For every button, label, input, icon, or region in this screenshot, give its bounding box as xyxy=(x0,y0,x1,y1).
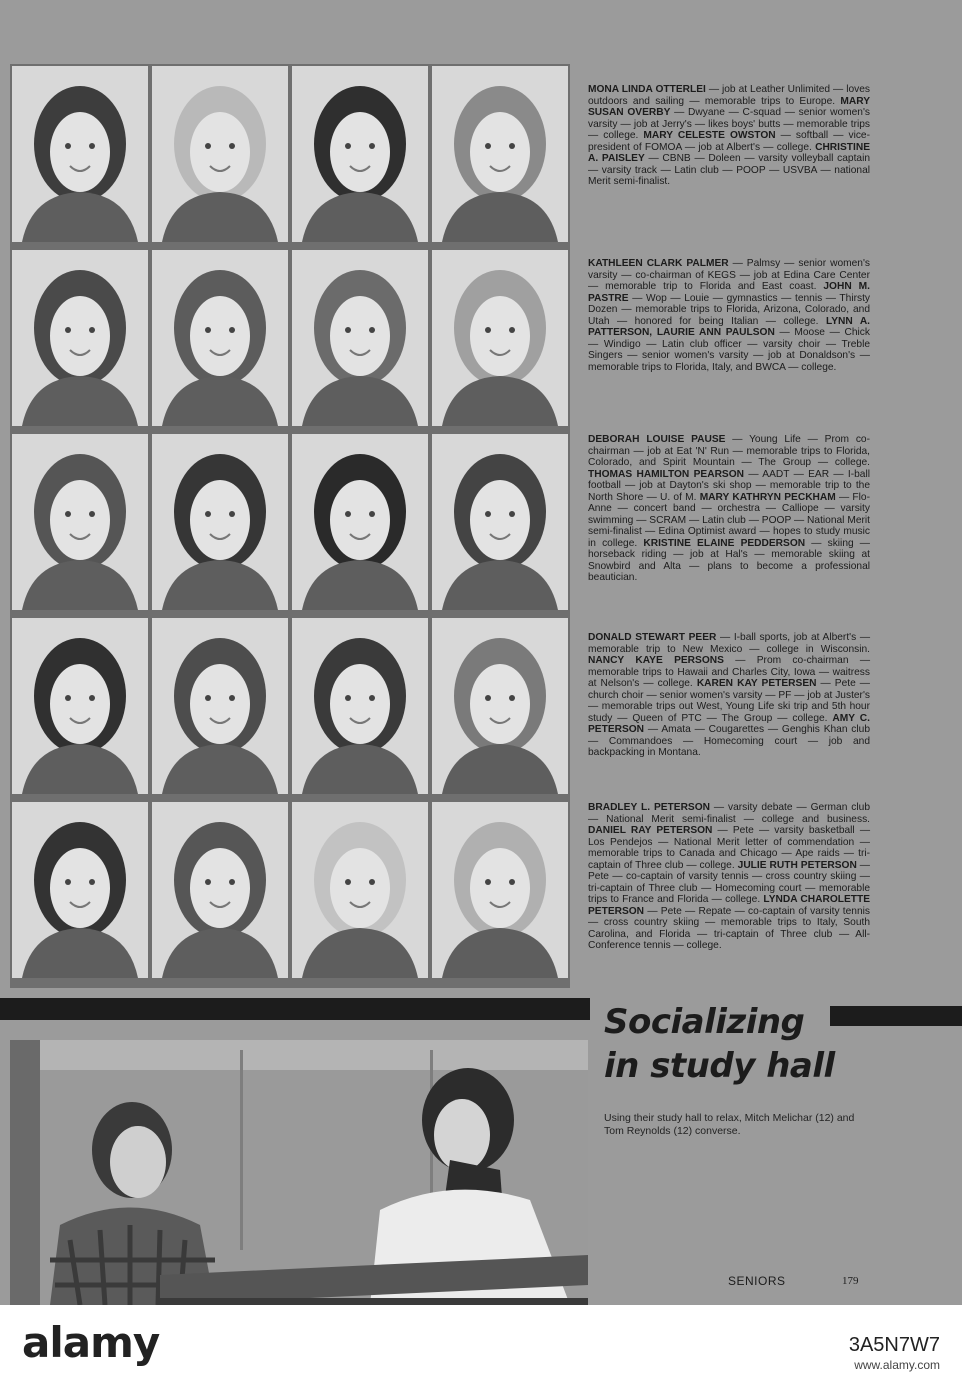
student-details: — Wop — Louie — gymnastics — tennis — Thirsty Dozen — memorable trips to Florida, Arizona, Colorado, and Utah — honored for being Italian — college. xyxy=(588,292,870,327)
student-portrait xyxy=(12,618,148,794)
bio-block-2 xyxy=(588,258,870,373)
student-portrait xyxy=(152,66,288,242)
student-name: THOMAS HAMILTON PEARSON xyxy=(588,468,744,480)
student-name: MARY SUSAN OVERBY xyxy=(588,95,870,118)
student-details: — Young Life — Prom co-chairman — job at Eat 'N' Run — memorable trips to Florida, Colorado, and Spirit Mountain — The Group — college. xyxy=(588,434,870,468)
bio-block-5 xyxy=(588,802,870,952)
student-name: MARY CELESTE OWSTON xyxy=(643,130,776,141)
student-portrait xyxy=(292,66,428,242)
student-details: — softball — vice-president of FOMOA — job at Albert's — college. xyxy=(588,130,870,153)
student-portrait xyxy=(432,434,568,610)
section-label: SENIORS xyxy=(728,1274,786,1288)
student-details: — Pete — church choir — senior women's varsity — PF — job at Juster's — memorable trips out West, Young Life ski trip and 5th hour study — Queen of PTC — The Group — college. xyxy=(588,678,870,724)
student-details: — Prom co-chairman — memorable trips to Hawaii and Charles City, Iowa — waitress at Nelson's — college. xyxy=(588,655,871,689)
watermark-image-id: 3A5N7W7 xyxy=(848,1334,940,1356)
student-portrait xyxy=(292,250,428,426)
student-details: — CBNB — Doleen — varsity volleyball captain — varsity track — Latin club — POOP — USVBA — national Merit semi-finalist. xyxy=(588,153,870,187)
student-portrait xyxy=(152,802,288,978)
student-details: — job at Leather Unlimited — loves outdoors and sailing — memorable trips to Europe. xyxy=(588,84,870,107)
headline-line-2: in study hall xyxy=(604,1046,835,1086)
student-details: — Flo-Anne — concert band — orchestra — Calliope — varsity swimming — SCRAM — Latin club — POOP — National Merit semi-finalist — Edina Optimist award — hopes to study music in college. xyxy=(588,491,870,549)
student-details: — skiing — horseback riding — job at Hal's — memorable skiing at Snowbird and Alta — plans to become a professional beautician. xyxy=(588,537,870,583)
student-name: MARY KATHRYN PECKHAM xyxy=(699,491,836,503)
photo-caption: Using their study hall to relax, Mitch Melichar (12) and Tom Reynolds (12) converse. xyxy=(604,1112,855,1137)
student-name: DONALD STEWART PEER xyxy=(588,632,717,643)
student-details: — Palmsy — senior women's varsity — co-chairman of KEGS — job at Edina Care Center — memorable trip to Florida and East coast. xyxy=(588,258,870,292)
student-portrait xyxy=(292,618,428,794)
student-portrait xyxy=(12,66,148,242)
student-portrait xyxy=(12,434,148,610)
student-portrait xyxy=(12,250,148,426)
student-details: — AADT — EAR — I-ball football — job at Dayton's ski shop — memorable trip to the North Shore — U. of M. xyxy=(588,468,870,503)
page-number: 179 xyxy=(842,1275,859,1287)
student-name: LYNDA CHAROLETTE PETERSON xyxy=(588,894,871,917)
student-portrait xyxy=(292,802,428,978)
student-details: — Amata — Cougarettes — Genghis Khan club — Commandoes — Homecoming court — job and backpacking in Montana. xyxy=(588,724,870,758)
student-portrait xyxy=(152,250,288,426)
bio-block-3 xyxy=(588,434,870,584)
student-details: — Moose — Chick — Windigo — Latin club officer — varsity choir — Treble Singers — senior women's varsity — job at Donaldson's — memorable trips to Florida, Italy, and BWCA — college. xyxy=(588,327,870,373)
student-details: — I-ball sports, job at Albert's — memorable trip to New Mexico — college in Wisconsin. xyxy=(588,632,871,655)
student-name: KRISTINE ELAINE PEDDERSON xyxy=(643,537,806,549)
student-portrait xyxy=(12,802,148,978)
student-name: KAREN KAY PETERSEN xyxy=(696,678,817,689)
student-name: CHRISTINE A. PAISLEY xyxy=(588,141,870,164)
student-details: — Pete — co-captain of varsity tennis — cross country skiing — tri-captain of Three club — Homecoming court — memorable trips to France and Florida — college. xyxy=(588,859,870,905)
student-portrait xyxy=(432,618,568,794)
student-portrait xyxy=(152,434,288,610)
decorative-bar-left xyxy=(0,998,590,1020)
student-name: DEBORAH LOUISE PAUSE xyxy=(588,434,726,445)
photo-headline xyxy=(604,1000,864,1088)
bio-block-1 xyxy=(588,84,870,188)
student-name: DANIEL RAY PETERSON xyxy=(588,825,713,836)
student-portrait xyxy=(432,66,568,242)
student-name: LYNN A. PATTERSON, LAURIE ANN PAULSON xyxy=(588,315,871,338)
student-details: — Pete — varsity basketball — Los Pendejos — National Merit letter of commendation — memorable trips to Canada and Chicago — Ape raids — tri-captain of Three club — college. xyxy=(588,825,871,871)
watermark-logo: alamy xyxy=(22,1318,160,1367)
student-details: — Pete — Repate — co-captain of varsity tennis — cross country skiing — memorable trips to Italy, South Carolina, and Florida — tri-captain of Three club — All-Conference tennis — college. xyxy=(588,905,870,951)
student-portrait xyxy=(152,618,288,794)
student-portrait xyxy=(432,802,568,978)
headline-line-1: Socializing xyxy=(604,1002,805,1042)
student-portrait xyxy=(292,434,428,610)
portrait-grid xyxy=(10,64,570,988)
watermark-url: www.alamy.com xyxy=(854,1358,940,1372)
student-name: MONA LINDA OTTERLEI xyxy=(588,84,706,95)
study-hall-photo xyxy=(10,1040,588,1305)
student-name: BRADLEY L. PETERSON xyxy=(588,802,710,813)
student-details: — varsity debate — German club — National Merit semi-finalist — college and business. xyxy=(588,802,870,825)
bio-block-4 xyxy=(588,632,870,759)
study-hall-photo-image xyxy=(10,1040,588,1305)
student-name: NANCY KAYE PERSONS xyxy=(588,655,724,666)
student-name: AMY C. PETERSON xyxy=(588,712,870,735)
student-details: — Dwyane — C-squad — senior women's varsity — job at Jerry's — likes boys' butts — memorable trips — college. xyxy=(588,107,870,141)
student-name: KATHLEEN CLARK PALMER xyxy=(588,258,729,269)
student-name: JOHN M. PASTRE xyxy=(588,281,870,304)
student-portrait xyxy=(432,250,568,426)
student-name: JULIE RUTH PETERSON xyxy=(737,859,857,871)
